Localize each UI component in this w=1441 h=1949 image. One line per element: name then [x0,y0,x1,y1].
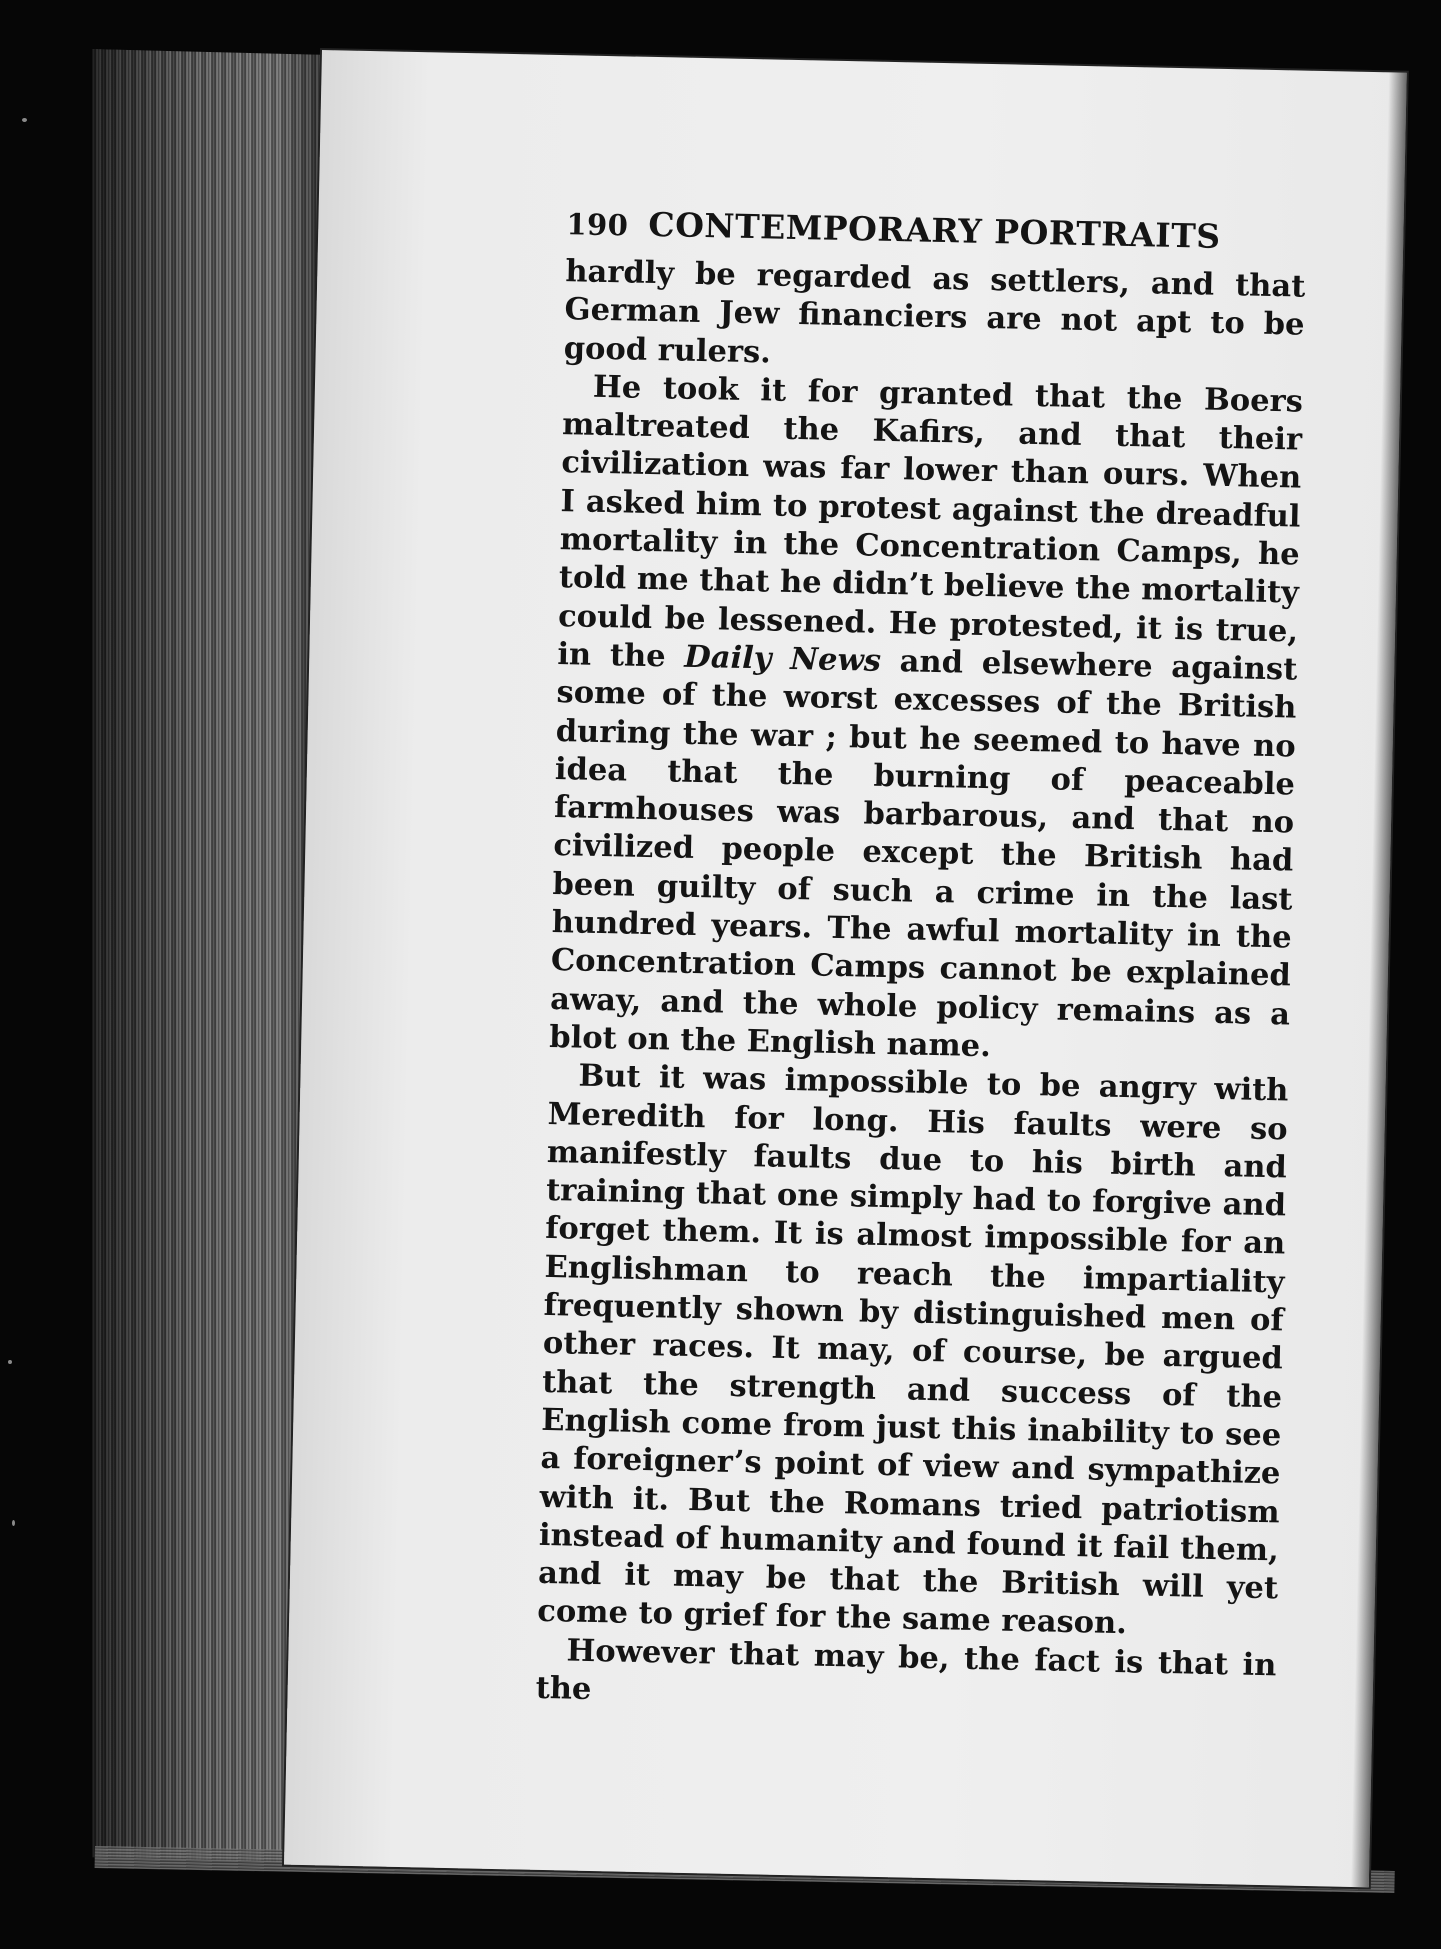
page-text-block [535,203,1306,1722]
text-run: and elsewhere against some of the worst excesses of the British during the war ; but he seemed to have no idea that the burning of peaceable farmhouses was barbarous, and that no civilized people except the British had been guilty of such a crime in the last hundred years. The awful mortality in the Concentration Camps cannot be explained away, and the whole policy remains as a blot on the English name. [549,642,1298,1065]
text-run: However that may be, the fact is that in the [535,1632,1277,1707]
page-gutter-shadow [1351,72,1407,1887]
text-run: hardly be regarded as settlers, and that German Jew financiers are not apt to be good rulers. [563,253,1306,371]
dust-speck [8,1360,12,1364]
paragraph [549,367,1303,1072]
text-run: He took it for granted that the Boers maltreated the Kafirs, and that their civilization was far lower than ours. When I asked him to protest against the dreadful mortality in the Concentration Camps, he told me that he didn’t believe the mortality could be lessened. He protested, it is true, in the [557,368,1304,675]
body-text [535,252,1305,1722]
running-head [566,203,1307,257]
paragraph [537,1056,1289,1646]
paragraph [535,1631,1276,1723]
italic-title: Daily News [684,638,882,679]
page-number: 190 [566,207,629,243]
dust-speck [12,1520,15,1526]
running-title: CONTEMPORARY PORTRAITS [648,204,1221,256]
paragraph [563,252,1305,382]
dust-speck [22,118,27,122]
text-run: But it was impossible to be angry with Meredith for long. His faults were so manifestly faults due to his birth and training that one simply had to forgive and forget them. It is almost impossible for an Englishman to reach the impartiality frequently shown by distinguished men of other races. It may, of course, be argued that the strength and success of the English come from just this inability to see a foreigner’s point of view and sympathize with it. But the Romans tried patriotism instead of humanity and found it fail them, and it may be that the British will yet come to grief for the same reason. [536,1057,1289,1642]
book-page [284,50,1407,1887]
